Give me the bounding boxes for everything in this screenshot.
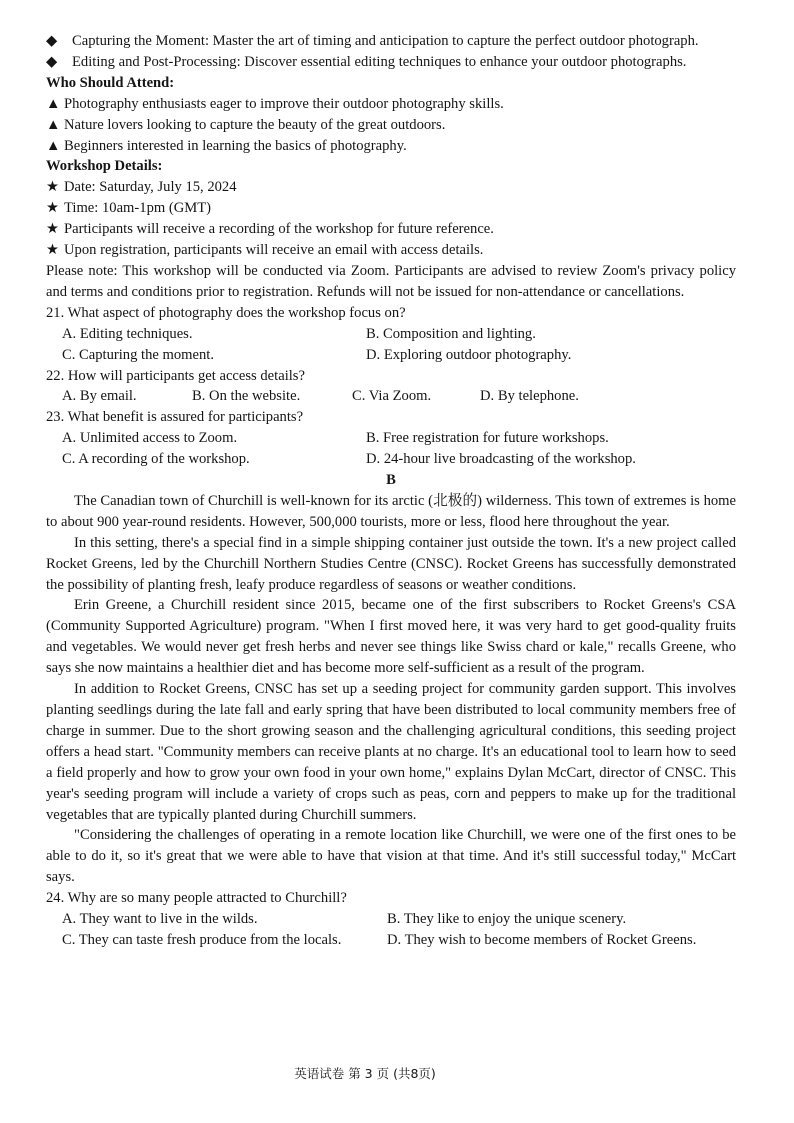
- detail-item: ★ Participants will receive a recording of the workshop for future reference.: [46, 219, 736, 240]
- option-c: C. They can taste fresh produce from the locals.: [62, 931, 342, 948]
- triangle-icon: ▲: [46, 137, 61, 154]
- option-d: D. By telephone.: [480, 388, 579, 405]
- bullet-item: ◆ Editing and Post-Processing: Discover essential editing techniques to enhance your outdoor photographs.: [46, 52, 736, 73]
- option-c: C. A recording of the workshop.: [62, 451, 250, 468]
- question-text: 24. Why are so many people attracted to Churchill?: [46, 890, 347, 907]
- passage-paragraph: In this setting, there's a special find in a simple shipping container just outside the town. It's a new project called Rocket Greens, led by the Churchill Northern Studies Centre (CNSC). Rocket Greens has successfully demonstrated the possibility of planting fresh, leafy produce regardless of seasons or weather conditions.: [46, 534, 736, 593]
- details-heading: Workshop Details:: [46, 158, 163, 175]
- option-b: B. They like to enjoy the unique scenery.: [387, 911, 627, 928]
- question-text: 22. How will participants get access details?: [46, 367, 305, 384]
- option-c: C. Via Zoom.: [352, 388, 432, 405]
- attendee-item: ▲ Nature lovers looking to capture the beauty of the great outdoors.: [46, 115, 736, 136]
- attendee-item: ▲ Beginners interested in learning the basics of photography.: [46, 136, 736, 157]
- note-paragraph: Please note: This workshop will be conducted via Zoom. Participants are advised to review Zoom's privacy policy and terms and conditions prior to registration. Refunds will not be issued for non-attendance or cancellations.: [46, 262, 736, 300]
- option-b: B. Composition and lighting.: [366, 325, 536, 342]
- star-icon: ★: [46, 221, 60, 238]
- bullet-item: ◆ Capturing the Moment: Master the art of timing and anticipation to capture the perfect outdoor photograph.: [46, 31, 736, 52]
- option-d: D. They wish to become members of Rocket Greens.: [387, 931, 697, 948]
- diamond-icon: ◆: [46, 53, 58, 70]
- option-a: A. Unlimited access to Zoom.: [62, 430, 238, 447]
- detail-item: ★ Time: 10am-1pm (GMT): [46, 198, 736, 219]
- detail-item: ★ Date: Saturday, July 15, 2024: [46, 177, 736, 198]
- question-22: [46, 366, 736, 408]
- option-d: D. Exploring outdoor photography.: [366, 346, 572, 363]
- passage-paragraph: "Considering the challenges of operating in a remote location like Churchill, we were one of the first ones to be able to do it, so it's great that we were able to have that vision at that time. And it's still successful today," McCart says.: [46, 827, 736, 886]
- question-24: [46, 888, 736, 951]
- attendee-item: ▲ Photography enthusiasts eager to improve their outdoor photography skills.: [46, 94, 736, 115]
- diamond-icon: ◆: [46, 33, 58, 49]
- question-text: 21. What aspect of photography does the workshop focus on?: [46, 304, 406, 321]
- option-d: D. 24-hour live broadcasting of the workshop.: [366, 451, 636, 468]
- question-23: [46, 407, 736, 470]
- triangle-icon: ▲: [46, 95, 61, 112]
- section-heading: B: [386, 472, 396, 489]
- star-icon: ★: [46, 179, 60, 196]
- option-a: A. They want to live in the wilds.: [62, 911, 258, 928]
- exam-page: [46, 31, 736, 951]
- star-icon: ★: [46, 242, 60, 259]
- passage-paragraph: The Canadian town of Churchill is well-known for its arctic (北极的) wilderness. This town of extremes is home to about 900 year-round residents. However, 500,000 tourists, more or less, flood here throughout the year.: [46, 492, 736, 530]
- option-b: B. Free registration for future workshops.: [366, 430, 609, 447]
- question-21: [46, 303, 736, 366]
- option-b: B. On the website.: [192, 388, 301, 405]
- option-a: A. Editing techniques.: [62, 325, 193, 342]
- option-c: C. Capturing the moment.: [62, 346, 215, 363]
- page-footer: 英语试卷 第 3 页 (共8页): [294, 1066, 436, 1081]
- option-a: A. By email.: [62, 388, 137, 405]
- triangle-icon: ▲: [46, 116, 61, 133]
- passage-paragraph: Erin Greene, a Churchill resident since 2015, became one of the first subscribers to Rocket Greens's CSA (Community Supported Agriculture) program. "When I first moved here, it was very hard to get good-quality fruits and vegetables. We would never get fresh herbs and never see things like Swiss chard or kale," recalls Greene, who says she now maintains a healthier diet and has become more self-sufficient as a result of the program.: [46, 597, 736, 677]
- passage-paragraph: In addition to Rocket Greens, CNSC has set up a seeding project for community garden support. This involves planting seedlings during the late fall and early spring that have been distributed to local community members free of charge in summer. Due to the short growing season and the challenging agricultural conditions, this seeding project offers a head start. "Community members can receive plants at no charge. It's an educational tool to learn how to seed a field properly and how to grow your own food in your own home," explains Dylan McCart, director of CNSC. This year's seeding program will include a variety of crops such as peas, corn and peppers to make up for the traditional vegetables that are typically planted during Churchill summers.: [46, 681, 736, 823]
- who-heading: Who Should Attend:: [46, 74, 175, 91]
- question-text: 23. What benefit is assured for participants?: [46, 409, 304, 426]
- star-icon: ★: [46, 200, 60, 217]
- detail-item: ★ Upon registration, participants will receive an email with access details.: [46, 240, 736, 261]
